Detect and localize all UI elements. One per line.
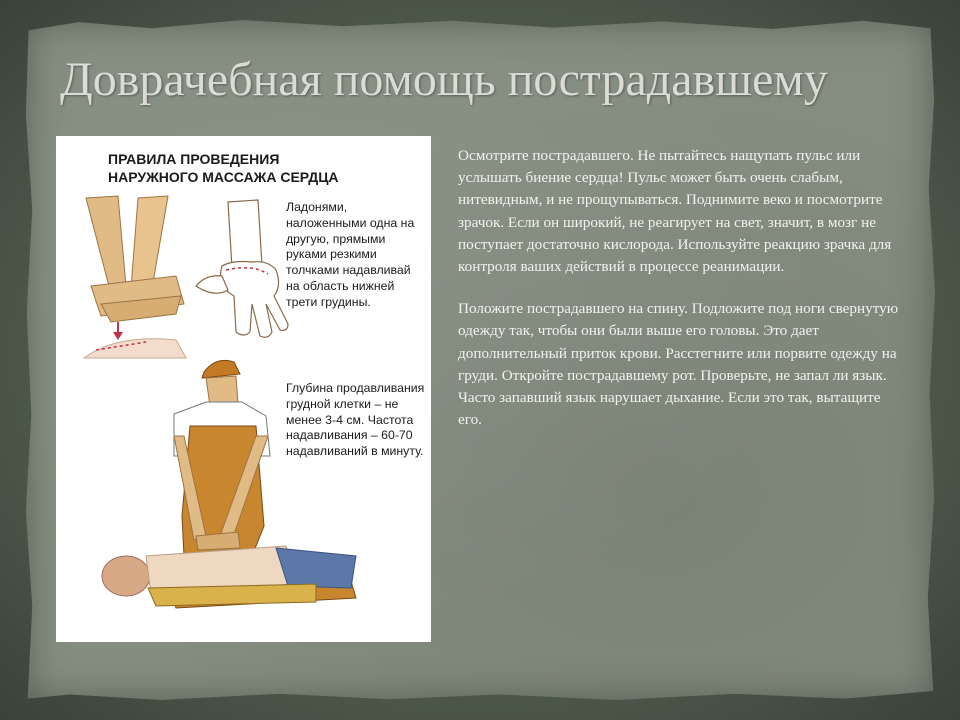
figure-heading-line-2: НАРУЖНОГО МАССАЖА СЕРДЦА [108,169,339,185]
arms-pressing-illustration [84,196,186,358]
figure-caption-hands: Ладонями, наложенными одна на другую, прямыми руками резкими толчками надавливай на область нижней трети грудины. [286,200,415,309]
palm-illustration [196,200,288,337]
paragraph-2: Положите пострадавшего на спину. Подложите под ноги свернутую одежду так, чтобы они были выше его головы. Это дает дополнительный приток крови. Расстегните или порвите одежду на груди. Откройте пострадавшему рот. Проверьте, не запал ли язык. Часто запавший язык нарушает дыхание. Если это так, вытащите его. [458,300,899,429]
figure-heading [108,150,339,186]
cpr-illustration [56,136,431,642]
paragraph-1: Осмотрите пострадавшего. Не пытайтесь нащупать пульс или услышать биение сердца! Пульс может быть очень слабым, нитевидным, и не прощупываться. Поднимите веко и посмотрите зрачок. Если он широкий, не реагирует на свет, значит, в мозг не поступает достаточно кислорода. Используйте реакцию зрачка для контроля ваших действий в процессе реанимации. [458,147,892,276]
slide-title: Доврачебная помощь пострадавшему [60,53,828,106]
figure-heading-line-1: ПРАВИЛА ПРОВЕДЕНИЯ [108,151,280,167]
body-text [458,145,908,451]
figure-caption-depth: Глубина продавливания грудной клетки – не менее 3-4 см. Частота надавливания – 60-70 надавливаний в минуту. [286,381,425,459]
